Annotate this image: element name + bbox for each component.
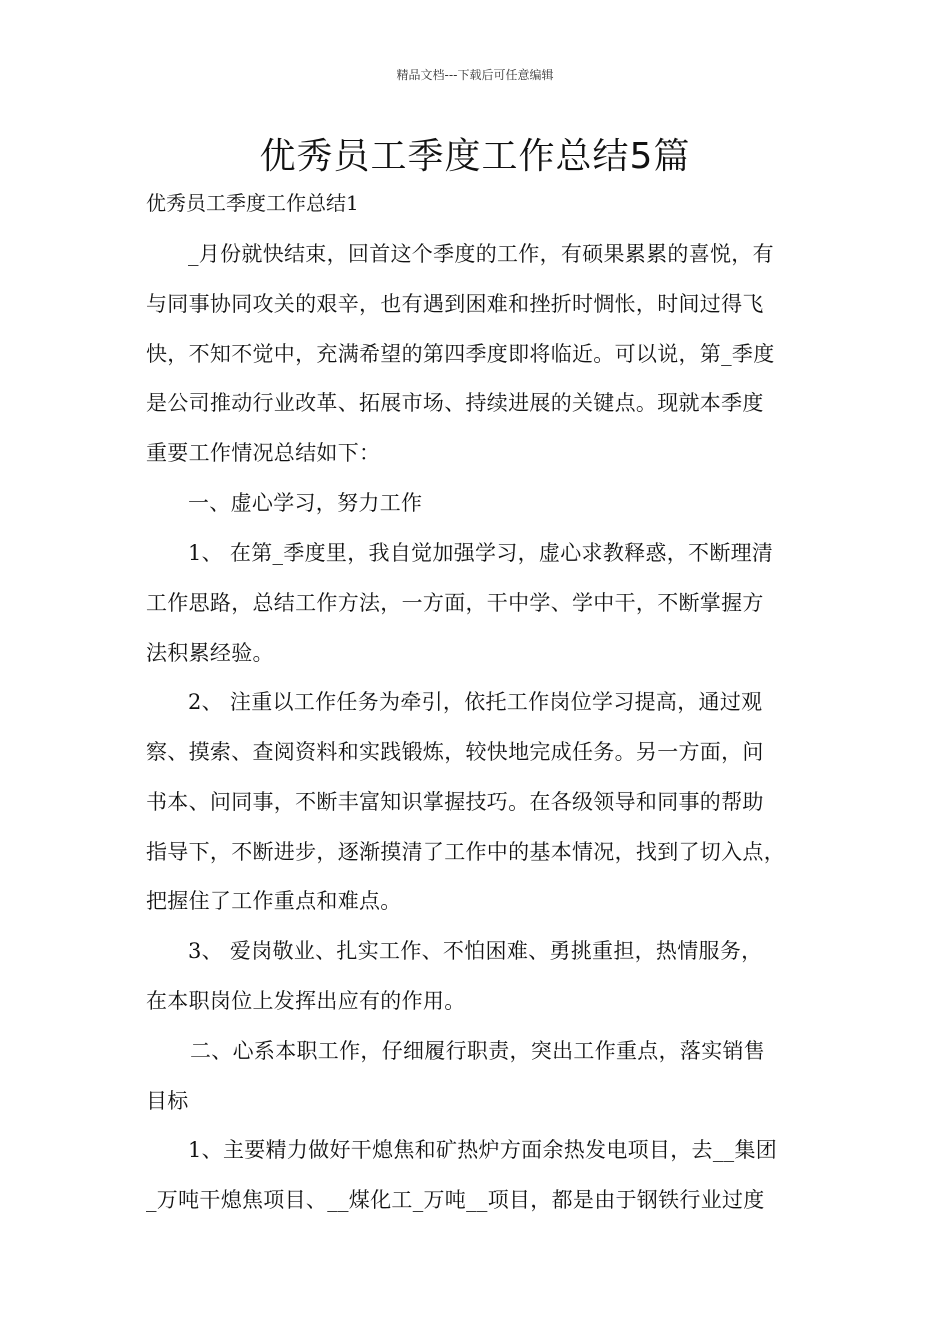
paragraph-line: 把握住了工作重点和难点。 [146, 889, 402, 913]
page-title: 优秀员工季度工作总结5篇 [259, 136, 691, 177]
paragraph-line: 工作思路，总结工作方法，一方面，干中学、学中干，不断掌握方 [146, 591, 764, 615]
paragraph-line: 法积累经验。 [146, 641, 274, 665]
paragraph-line: 3、 爱岗敬业、扎实工作、不怕困难、勇挑重担，热情服务， [188, 939, 763, 963]
paragraph-line: 与同事协同攻关的艰辛，也有遇到困难和挫折时惆怅，时间过得飞 [146, 292, 764, 316]
paragraph-line: 重要工作情况总结如下： [146, 441, 381, 465]
paragraph-line: _月份就快结束，回首这个季度的工作，有硕果累累的喜悦，有 [188, 242, 774, 266]
paragraph-line: 快，不知不觉中，充满希望的第四季度即将临近。可以说，第_季度 [146, 342, 775, 366]
paragraph-line: 指导下，不断进步，逐渐摸清了工作中的基本情况，找到了切入点， [146, 840, 785, 864]
paragraph-line: _万吨干熄焦项目、__煤化工_万吨__项目，都是由于钢铁行业过度 [146, 1188, 765, 1212]
section-heading: 二、心系本职工作，仔细履行职责，突出工作重点，落实销售 [190, 1039, 766, 1063]
paragraph-line: 1、主要精力做好干熄焦和矿热炉方面余热发电项目，去__集团 [188, 1138, 778, 1162]
section-heading: 一、虚心学习，努力工作 [188, 491, 423, 515]
paragraph-line: 察、摸索、查阅资料和实践锻炼，较快地完成任务。另一方面，问 [146, 740, 764, 764]
paragraph-line: 目标 [146, 1089, 189, 1113]
paragraph-line: 1、 在第_季度里，我自觉加强学习，虚心求教释惑，不断理清 [188, 541, 774, 565]
section-subtitle: 优秀员工季度工作总结1 [146, 191, 359, 215]
header-note: 精品文档---下载后可任意编辑 [396, 68, 554, 82]
paragraph-line: 书本、问同事，不断丰富知识掌握技巧。在各级领导和同事的帮助 [146, 790, 764, 814]
paragraph-line: 是公司推动行业改革、拓展市场、持续进展的关键点。现就本季度 [146, 391, 764, 415]
paragraph-line: 2、 注重以工作任务为牵引，依托工作岗位学习提高，通过观 [188, 690, 763, 714]
paragraph-line: 在本职岗位上发挥出应有的作用。 [146, 989, 466, 1013]
